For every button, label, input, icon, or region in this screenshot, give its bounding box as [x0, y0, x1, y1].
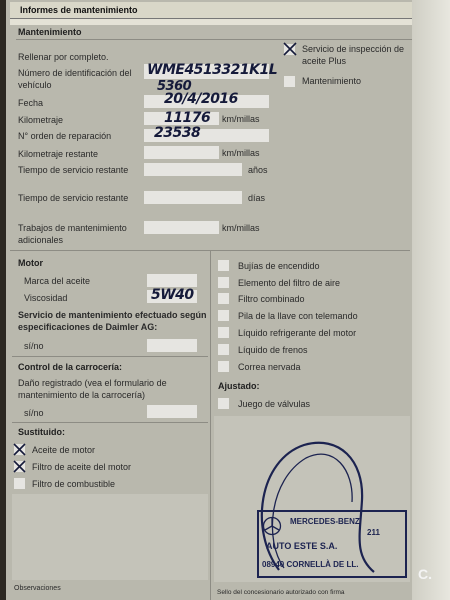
filtro-aceite-check-mark — [11, 458, 28, 475]
stamp-line-1: MERCEDES-BENZ — [290, 517, 360, 526]
mercedes-star-icon — [262, 516, 282, 536]
maintenance-form-page — [4, 0, 450, 600]
mantenimiento-label: Mantenimiento — [302, 76, 362, 86]
header-bar — [10, 2, 415, 19]
juego-valvulas-checkbox[interactable] — [218, 398, 229, 409]
viscosidad-handwritten: 5W40 — [151, 287, 194, 303]
trabajos-label: Trabajos de mantenimiento adicionales — [18, 223, 127, 245]
header-accent — [10, 19, 415, 25]
juego-valvulas-label: Juego de válvulas — [238, 399, 311, 409]
dano-label: Daño registrado (vea el formulario de mantenimiento de la carrocería) — [18, 378, 167, 400]
kilometraje-unit: km/millas — [222, 114, 260, 124]
liquido-frenos-label: Líquido de frenos — [238, 345, 308, 355]
carroceria-title: Control de la carrocería: — [18, 362, 123, 372]
section-title-mantenimiento: Mantenimiento — [18, 27, 82, 37]
servicio-daimler-sino-field[interactable] — [147, 339, 197, 352]
pila-llave-label: Pila de la llave con telemando — [238, 311, 358, 321]
tiempo-dias-label: Tiempo de servicio restante — [18, 193, 129, 203]
stamp-line-2: AUTO ESTE S.A. — [266, 541, 338, 551]
fecha-handwritten: 20/4/2016 — [164, 91, 238, 107]
marca-aceite-label: Marca del aceite — [24, 276, 91, 286]
carroceria-divider — [12, 356, 208, 357]
filtro-combinado-checkbox[interactable] — [218, 293, 229, 304]
correa-nervada-checkbox[interactable] — [218, 361, 229, 372]
tiempo-dias-field[interactable] — [144, 191, 242, 204]
observaciones-box[interactable] — [12, 494, 208, 580]
aceite-motor-label: Aceite de motor — [32, 445, 96, 455]
filtro-aire-label: Elemento del filtro de aire — [238, 278, 341, 288]
divider — [16, 39, 412, 40]
stamp-partial: 211 — [367, 528, 380, 537]
sello-label: Sello del concesionario autorizado con firma — [217, 589, 345, 596]
carroceria-sino-field[interactable] — [147, 405, 197, 418]
km-restante-label: Kilometraje restante — [18, 149, 99, 159]
filtro-combinado-label: Filtro combinado — [238, 294, 305, 304]
tiempo-anos-label: Tiempo de servicio restante — [18, 165, 129, 175]
column-divider — [210, 250, 211, 600]
servicio-daimler-title: Servicio de mantenimiento efectuado según especificaciones de Daimler AG: — [18, 310, 207, 332]
km-restante-field[interactable] — [144, 146, 219, 159]
binding-spine — [0, 0, 6, 600]
bujias-checkbox[interactable] — [218, 260, 229, 271]
sustituido-divider — [12, 422, 208, 423]
marca-aceite-field[interactable] — [147, 274, 197, 287]
carroceria-sino-label: sí/no — [24, 408, 44, 418]
aceite-motor-check-mark — [11, 441, 28, 458]
fecha-label: Fecha — [18, 98, 44, 108]
servicio-daimler-sino-label: sí/no — [24, 341, 44, 351]
correa-nervada-label: Correa nervada — [238, 362, 301, 372]
header-title: Informes de mantenimiento — [20, 5, 138, 15]
liquido-frenos-checkbox[interactable] — [218, 344, 229, 355]
filtro-combustible-checkbox[interactable] — [14, 478, 25, 489]
stamp-line-3: 08940 CORNELLÀ DE LL. — [262, 560, 359, 569]
filtro-aceite-label: Filtro de aceite del motor — [32, 462, 132, 472]
filtro-aire-checkbox[interactable] — [218, 277, 229, 288]
kilometraje-handwritten: 11176 — [164, 110, 211, 126]
vin-handwritten-2: 5360 — [157, 79, 192, 94]
kilometraje-label: Kilometraje — [18, 115, 64, 125]
orden-label: N° orden de reparación — [18, 131, 112, 141]
refrigerante-checkbox[interactable] — [218, 327, 229, 338]
watermark: C. — [418, 566, 432, 582]
motor-title: Motor — [18, 258, 43, 268]
servicio-label: Servicio de inspección de aceite Plus — [302, 44, 405, 66]
ajustado-title: Ajustado: — [218, 381, 260, 391]
page-edge — [412, 0, 450, 600]
bujias-label: Bujías de encendido — [238, 261, 320, 271]
vin-label: Número de identificación del vehículo — [18, 68, 132, 90]
sustituido-title: Sustituido: — [18, 427, 65, 437]
pila-llave-checkbox[interactable] — [218, 310, 229, 321]
filtro-combustible-label: Filtro de combustible — [32, 479, 116, 489]
tiempo-dias-unit: días — [248, 193, 266, 203]
vin-handwritten: WME4513321K1L — [147, 62, 278, 78]
orden-handwritten: 23538 — [154, 125, 201, 141]
trabajos-field[interactable] — [144, 221, 219, 234]
trabajos-unit: km/millas — [222, 223, 260, 233]
refrigerante-label: Líquido refrigerante del motor — [238, 328, 357, 338]
mantenimiento-checkbox[interactable] — [284, 76, 295, 87]
viscosidad-label: Viscosidad — [24, 293, 68, 303]
servicio-check-mark — [281, 40, 299, 58]
rellenar-label: Rellenar por completo. — [18, 52, 109, 62]
km-restante-unit: km/millas — [222, 148, 260, 158]
observaciones-label: Observaciones — [14, 585, 61, 592]
tiempo-anos-field[interactable] — [144, 163, 242, 176]
tiempo-anos-unit: años — [248, 165, 268, 175]
